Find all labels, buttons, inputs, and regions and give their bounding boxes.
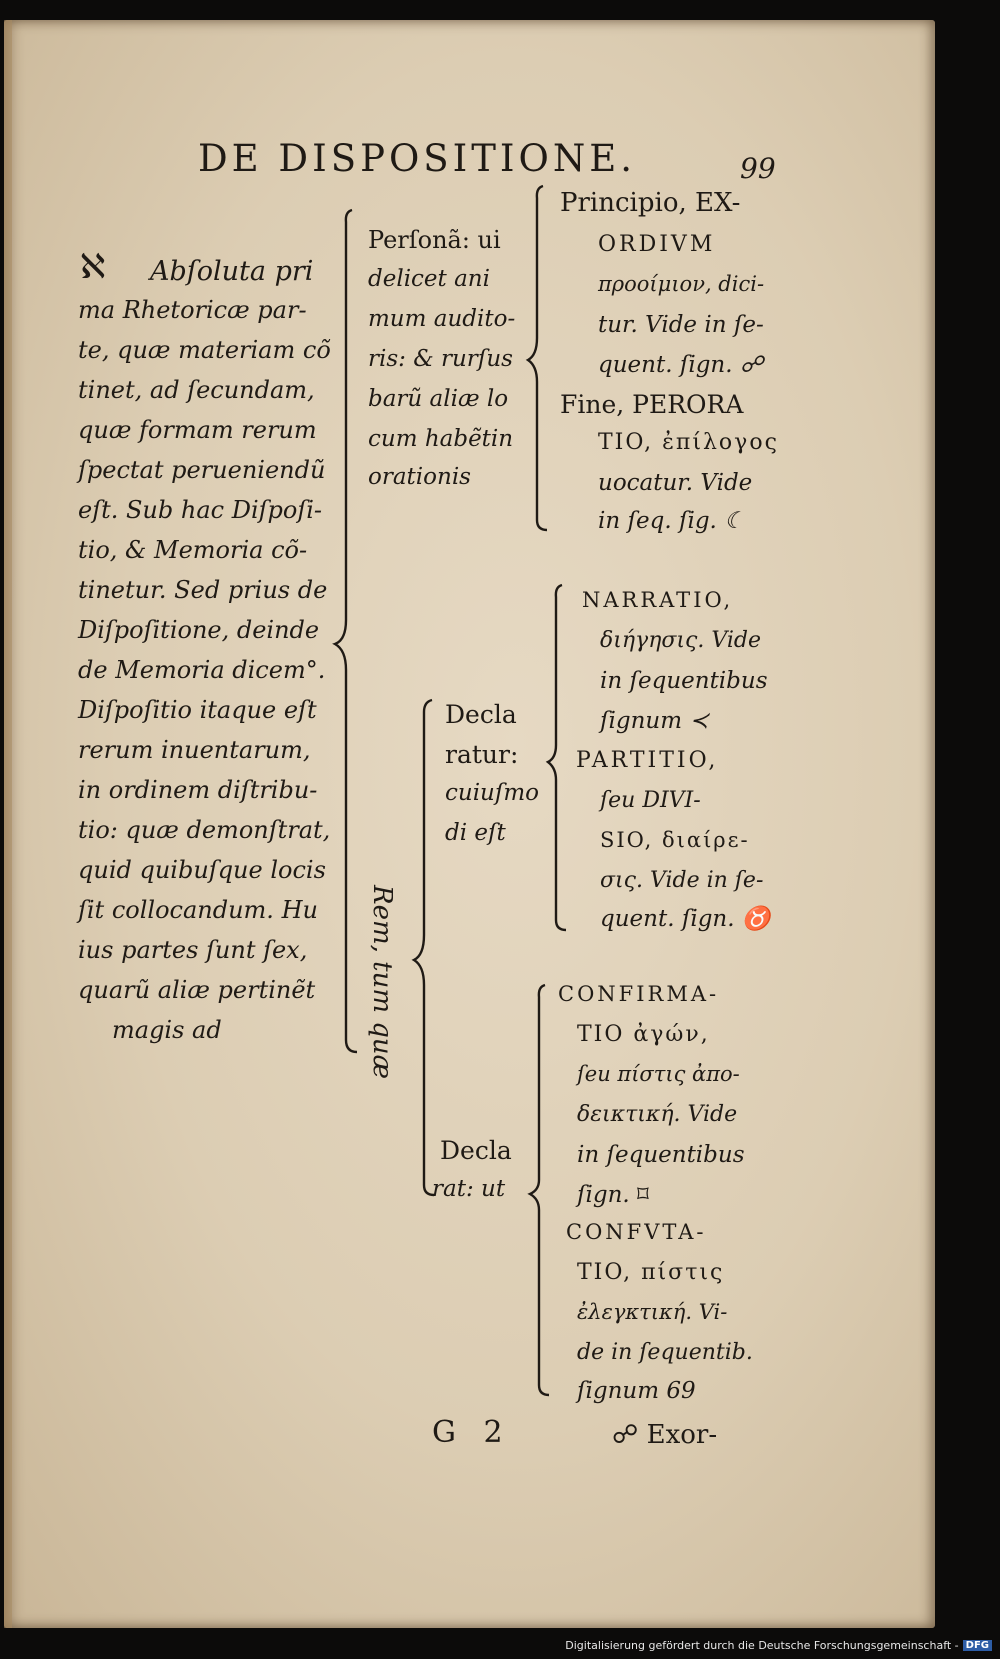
exordium-line: προοίμιον, dici-	[598, 272, 765, 296]
text-line: ſpectat perueniendũ	[78, 456, 326, 484]
footer-text: Digitalisierung gefördert durch die Deutsche Forschungsgemeinschaft -	[565, 1638, 959, 1652]
persona-line: Perſonã: ui	[368, 226, 501, 254]
persona-line: barũ aliæ lo	[368, 386, 509, 412]
text-line: in ordinem diſtribu-	[78, 776, 318, 804]
partitio-line: PARTITIO,	[576, 748, 719, 773]
persona-line: cum habẽtin	[368, 426, 514, 452]
declaratur2-line: Decla	[440, 1136, 512, 1165]
narratio-line: NARRATIO,	[582, 588, 734, 612]
text-line: ius partes ſunt ſex,	[78, 936, 308, 964]
exordium-line: quent. ſign. ☍	[598, 352, 764, 378]
confirmatio-line: ſign. ⌑	[577, 1182, 649, 1208]
text-line: tio, & Memoria cõ-	[78, 536, 308, 564]
initial-mark: ℵ	[80, 247, 106, 287]
text-line: Abſoluta pri	[150, 256, 314, 287]
partitio-line: SIO, διαίρε-	[600, 828, 750, 852]
peroratio-line: TIO, ἐπίλογος	[598, 430, 779, 455]
text-line: quæ formam rerum	[78, 416, 317, 444]
partitio-line: σις. Vide in ſe-	[600, 868, 764, 893]
narratio-line: διήγησις. Vide	[600, 628, 761, 653]
catchword: ☍ Exor-	[612, 1420, 718, 1450]
declaratur1-line: ratur:	[445, 740, 519, 769]
digitization-footer	[565, 1635, 992, 1655]
text-line: rerum inuentarum,	[78, 736, 311, 764]
text-line: Diſpoſitio itaque eſt	[78, 696, 317, 724]
peroratio-line: Fine, PERORA	[560, 390, 744, 419]
text-line: quid quibuſque locis	[78, 856, 326, 884]
peroratio-line: uocatur. Vide	[598, 470, 753, 496]
confutatio-line: ſignum 69	[577, 1378, 696, 1404]
narratio-line: in ſequentibus	[600, 668, 768, 694]
declaratur1-line: di eſt	[445, 820, 506, 846]
text-line: ma Rhetoricæ par-	[78, 296, 307, 324]
confutatio-line: TIO, πίστις	[577, 1260, 725, 1285]
exordium-line: tur. Vide in ſe-	[598, 312, 764, 338]
exordium-line: Principio, EX-	[560, 188, 741, 218]
text-line: de Memoria dicem°.	[78, 656, 326, 684]
text-line: eſt. Sub hac Diſpoſi-	[78, 496, 322, 524]
persona-line: delicet ani	[368, 266, 490, 292]
brace-declaratur1	[548, 585, 566, 930]
text-line: Diſpoſitione, deinde	[78, 616, 320, 644]
confirmatio-line: CONFIRMA-	[558, 982, 720, 1006]
confirmatio-line: ſeu πίστις ἀπο-	[577, 1062, 740, 1086]
confirmatio-line: TIO ἀγών,	[577, 1022, 710, 1047]
declaratur1-line: cuiuſmo	[445, 780, 540, 806]
confutatio-line: ἐλεγκτική. Vi-	[577, 1300, 728, 1324]
confutatio-line: CONFVTA-	[566, 1220, 707, 1244]
text-line: ſit collocandum. Hu	[78, 896, 318, 924]
brace-persona	[528, 186, 547, 530]
page-header-title: DE DISPOSITIONE.	[198, 137, 637, 180]
confutatio-line: de in ſequentib.	[577, 1340, 753, 1365]
text-line: magis ad	[112, 1016, 222, 1044]
brace-main	[335, 210, 357, 1052]
text-line: tinetur. Sed prius de	[78, 576, 328, 604]
persona-line: ris: & rurſus	[368, 346, 513, 372]
signature-mark: G 2	[432, 1415, 503, 1450]
persona-line: orationis	[368, 464, 471, 490]
peroratio-line: in ſeq. ſig. ☾	[598, 508, 745, 534]
page-number: 99	[740, 152, 776, 185]
confirmatio-line: δεικτική. Vide	[577, 1102, 738, 1127]
declaratur2-line: rat: ut	[432, 1176, 506, 1202]
brace-declaratur2	[530, 985, 549, 1395]
declaratur1-line: Decla	[445, 700, 517, 729]
partitio-line: quent. ſign. ♉	[600, 906, 771, 932]
partitio-line: ſeu DIVI-	[600, 788, 701, 813]
narratio-line: ſignum ≺	[600, 708, 709, 734]
text-line: tinet, ad ſecundam,	[78, 376, 315, 404]
branch-rem-label: Rem, tum quæ	[367, 885, 397, 1080]
confirmatio-line: in ſequentibus	[577, 1142, 745, 1168]
brace-rem	[414, 700, 434, 1195]
text-line: te, quæ materiam cõ	[78, 336, 331, 364]
text-line: quarũ aliæ pertinẽt	[78, 976, 316, 1004]
exordium-line: ORDIVM	[598, 232, 716, 257]
persona-line: mum audito-	[368, 306, 516, 332]
text-line: tio: quæ demonſtrat,	[78, 816, 331, 844]
dfg-logo: DFG	[963, 1640, 992, 1651]
